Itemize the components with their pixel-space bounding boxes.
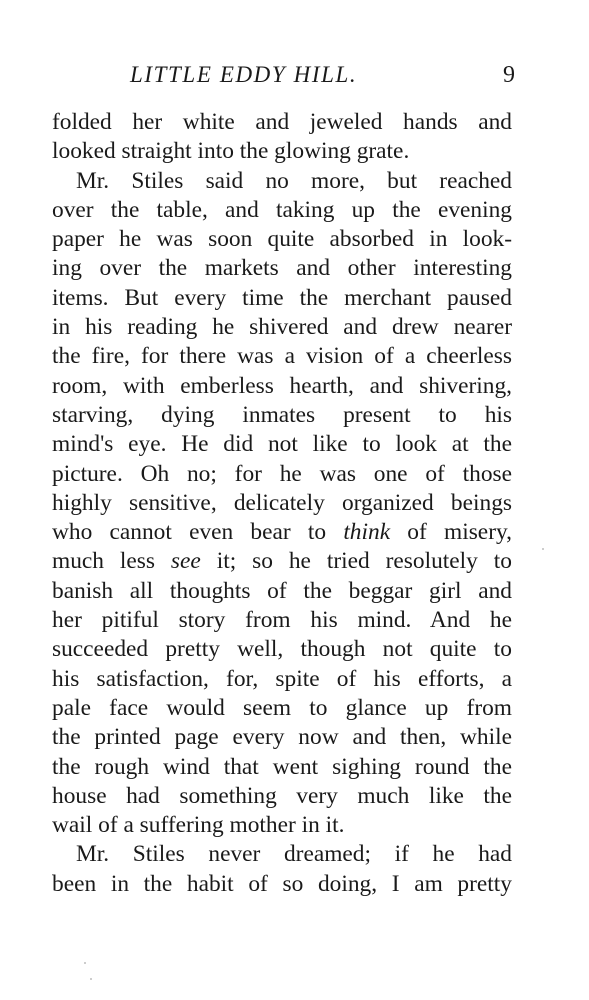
text-line: Mr. Stiles never dreamed; if he had xyxy=(76,841,512,868)
text-line: succeeded pretty well, though not quite to xyxy=(52,636,512,663)
emphasis-see: see xyxy=(170,548,201,575)
print-speck xyxy=(542,548,544,550)
text-line: house had something very much like the xyxy=(52,782,512,809)
body-text xyxy=(52,108,512,899)
text-line: her pitiful story from his mind. And he xyxy=(52,607,512,634)
text-line: been in the habit of so doing, I am pretty xyxy=(52,870,512,897)
text-line: the printed page every now and then, while xyxy=(52,724,512,751)
text-line: much less see it; so he tried resolutely to xyxy=(52,548,512,575)
text-line: pale face would seem to glance up from xyxy=(52,694,512,721)
text-line: over the table, and taking up the evening xyxy=(52,196,512,223)
text-line: his satisfaction, for, spite of his efforts, a xyxy=(52,665,512,692)
page-number: 9 xyxy=(503,62,515,88)
text-line: wail of a suffering mother in it. xyxy=(52,812,345,839)
running-head-title: LITTLE EDDY HILL. xyxy=(130,62,358,87)
print-speck xyxy=(84,962,86,964)
text-line: who cannot even bear to think of misery, xyxy=(52,519,513,546)
text-line: picture. Oh no; for he was one of those xyxy=(52,460,512,487)
text-line: mind's eye. He did not like to look at the xyxy=(52,431,512,458)
text-line: in his reading he shivered and drew nearer xyxy=(52,314,512,341)
emphasis-think: think xyxy=(343,519,391,546)
text-line: looked straight into the glowing grate. xyxy=(52,138,410,165)
text-line: the fire, for there was a vision of a cheerless xyxy=(52,343,512,370)
text-line: Mr. Stiles said no more, but reached xyxy=(76,167,512,194)
running-head xyxy=(52,58,517,92)
text-line: banish all thoughts of the beggar girl and xyxy=(52,577,512,604)
text-line: folded her white and jeweled hands and xyxy=(52,109,512,135)
text-line: room, with emberless hearth, and shivering, xyxy=(52,372,512,399)
text-line: highly sensitive, delicately organized beings xyxy=(52,489,512,516)
text-line: paper he was soon quite absorbed in look- xyxy=(52,226,512,253)
text-line: items. But every time the merchant paused xyxy=(52,284,512,311)
text-line: the rough wind that went sighing round the xyxy=(52,753,512,780)
text-line: starving, dying inmates present to his xyxy=(52,401,512,428)
print-speck xyxy=(90,978,92,980)
text-line: ing over the markets and other interesting xyxy=(52,255,512,282)
